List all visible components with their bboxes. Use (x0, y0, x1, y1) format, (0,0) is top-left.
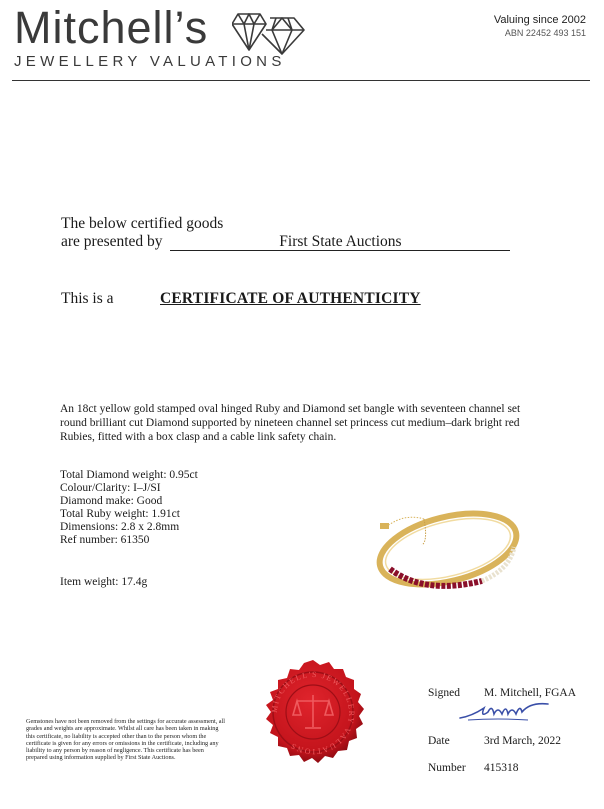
header-divider (12, 80, 590, 81)
presented-by-label: are presented by (61, 233, 163, 250)
item-weight: Item weight: 17.4g (60, 576, 148, 588)
signature-image (458, 698, 554, 724)
diamond-icon (232, 6, 308, 56)
spec-ref-number: Ref number: 61350 (60, 534, 150, 546)
date-value: 3rd March, 2022 (484, 735, 561, 747)
bangle-image (364, 497, 524, 597)
brand-wordmark: Mitchell’s (14, 2, 209, 53)
wax-seal-icon (257, 657, 369, 769)
date-label: Date (428, 735, 450, 747)
number-label: Number (428, 762, 466, 774)
spec-diamond-make: Diamond make: Good (60, 495, 163, 507)
this-is-a-label: This is a (61, 290, 114, 307)
signed-label: Signed (428, 687, 460, 699)
intro-line-2 (61, 233, 510, 251)
spec-dimensions: Dimensions: 2.8 x 2.8mm (60, 521, 180, 533)
signed-value: M. Mitchell, FGAA (484, 687, 576, 699)
seal-text: MITCHELL'S JEWELLERY VALUATIONS (269, 669, 357, 757)
spec-diamond-weight: Total Diamond weight: 0.95ct (60, 469, 198, 481)
spec-ruby-weight: Total Ruby weight: 1.91ct (60, 508, 180, 520)
certificate-title: CERTIFICATE OF AUTHENTICITY (160, 290, 421, 307)
number-value: 415318 (484, 762, 519, 774)
item-description: An 18ct yellow gold stamped oval hinged Ruby and Diamond set bangle with seventeen channel set round brilliant cut Diamond supported by nineteen channel set princess cut medium–dark bright red Rubies, fitted with a box clasp and a cable link safety chain. (60, 403, 521, 443)
intro-line-1: The below certified goods (61, 215, 224, 232)
brand-subtitle: JEWELLERY VALUATIONS (14, 53, 286, 70)
abn-number: ABN 22452 493 151 (504, 28, 586, 38)
spec-colour-clarity: Colour/Clarity: I–J/SI (60, 482, 161, 494)
disclaimer-footnote: Gemstones have not been removed from the settings for accurate assessment, all grades and weights are approximate. Whilst all care has been taken in making this certificate, no liability is accepted other than to the person whom the certificate is given for any errors or omissions in the certificate, including any liability to any person by reason of negligence. This certificate has been prepared using information supplied by First State Auctions. (26, 718, 225, 762)
presenter-name: First State Auctions (170, 234, 510, 251)
since-tagline: Valuing since 2002 (493, 14, 586, 26)
